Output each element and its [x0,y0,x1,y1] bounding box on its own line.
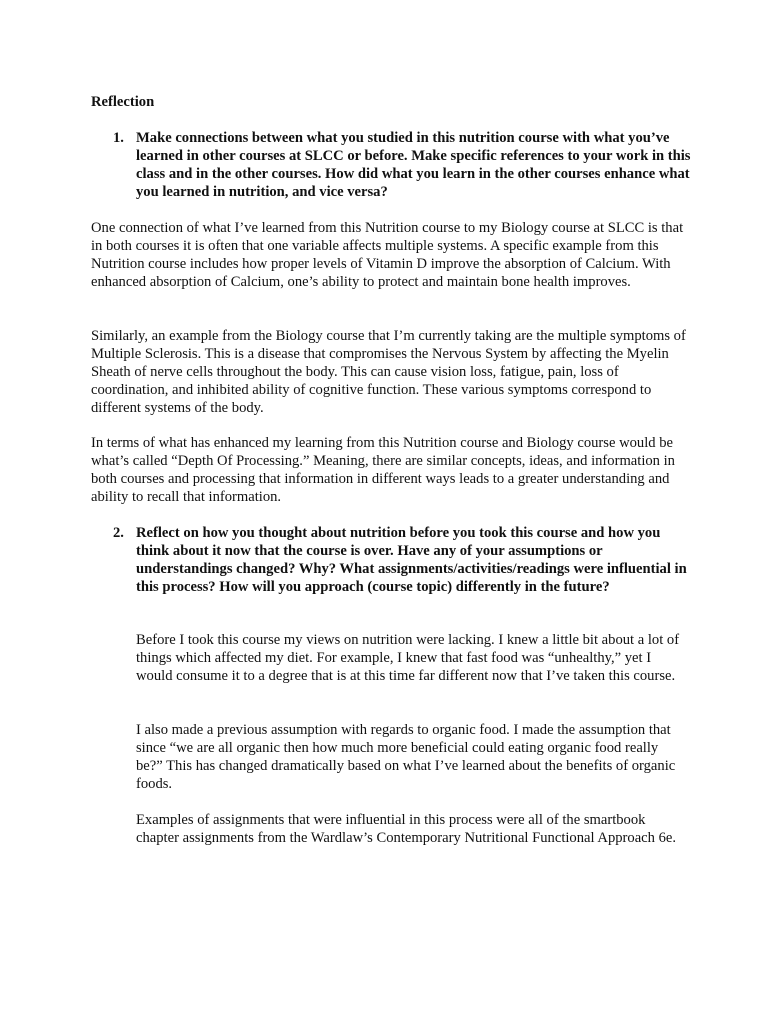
question-2-text: Reflect on how you thought about nutrition before you took this course and how you think about it now that the course is over. Have any of your assumptions or understandings changed? Why? What assignments/activities/readings were influential in this process? How will you approach (course topic) differently in the future? [136,525,687,595]
answer-2-paragraph-1: Before I took this course my views on nutrition were lacking. I knew a little bit about a lot of things which affected my diet. For example, I knew that fast food was “unhealthy,” yet I would consume it to a degree that is at this time far different now that I’ve taken this course. [136,632,680,684]
question-1-text: Make connections between what you studied in this nutrition course with what you’ve learned in other courses at SLCC or before. Make specific references to your work in this class and in the other courses. How did what you learn in the other courses enhance what you learned in nutrition, and vice versa? [136,130,691,200]
document-title: Reflection [91,94,155,110]
answer-2-paragraph-2: I also made a previous assumption with regards to organic food. I made the assumption that since “we are all organic then how much more beneficial could eating organic food really be?” This has changed dramatically based on what I’ve learned about the benefits of organic foods. [136,722,676,792]
answer-1-paragraph-2: Similarly, an example from the Biology course that I’m currently taking are the multiple symptoms of Multiple Sclerosis. This is a disease that compromises the Nervous System by affecting the Myelin Sheath of nerve cells throughout the body. This can cause vision loss, fatigue, pain, loss of coordination, and inhibited ability of cognitive function. These various symptoms correspond to different systems of the body. [91,328,686,416]
question-2 [113,524,693,596]
question-1 [113,129,693,201]
answer-2-paragraph-3: Examples of assignments that were influential in this process were all of the smartbook chapter assignments from the Wardlaw’s Contemporary Nutritional Functional Approach 6e. [136,812,677,846]
question-2-number: 2. [113,525,124,541]
answer-1-paragraph-3: In terms of what has enhanced my learning from this Nutrition course and Biology course would be what’s called “Depth Of Processing.” Meaning, there are similar concepts, ideas, and information in both courses and processing that information in different ways leads to a greater understanding and ability to recall that information. [91,435,675,505]
answer-1-paragraph-1: One connection of what I’ve learned from this Nutrition course to my Biology course at SLCC is that in both courses it is often that one variable affects multiple systems. A specific example from this Nutrition course includes how proper levels of Vitamin D improve the absorption of Calcium. With enhanced absorption of Calcium, one’s ability to protect and maintain bone health improves. [91,220,684,290]
question-1-number: 1. [113,130,124,146]
